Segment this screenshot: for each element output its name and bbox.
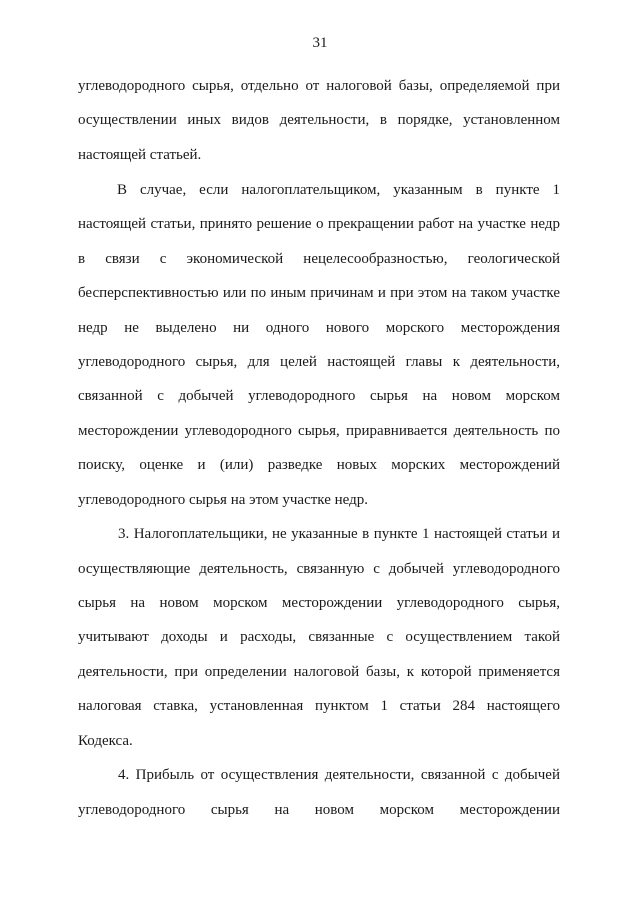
text-line: В случае, если налогоплательщиком, указанным в пункте 1 (117, 182, 560, 198)
text-line: связанной с добычей углеводородного сырья на новом морском (78, 388, 560, 404)
text-line: недр не выделено ни одного нового морского месторождения (78, 320, 560, 336)
text-line: 4. Прибыль от осуществления деятельности, связанной с добычей (118, 767, 560, 783)
text-line: месторождении углеводородного сырья, приравнивается деятельность по (78, 423, 560, 439)
text-line: поиску, оценке и (или) разведке новых морских месторождений (78, 457, 560, 473)
text-line: настоящей статьей. (78, 147, 202, 163)
text-line: Кодекса. (78, 733, 133, 749)
text-line: углеводородного сырья на этом участке недр. (78, 492, 368, 508)
text-line: углеводородного сырья, отдельно от налоговой базы, определяемой при (78, 78, 560, 94)
text-line: сырья на новом морском месторождении углеводородного сырья, (78, 595, 560, 611)
page-number: 31 (312, 35, 328, 51)
text-line: настоящей статьи, принято решение о прекращении работ на участке недр (78, 216, 560, 232)
text-line: налоговая ставка, установленная пунктом 1 статьи 284 настоящего (78, 698, 560, 714)
text-line: 3. Налогоплательщики, не указанные в пункте 1 настоящей статьи и (118, 526, 560, 542)
text-line: осуществляющие деятельность, связанную с добычей углеводородного (78, 561, 560, 577)
text-line: деятельности, при определении налоговой базы, к которой применяется (78, 664, 560, 680)
text-line: в связи с экономической нецелесообразностью, геологической (78, 251, 560, 267)
text-line: углеводородного сырья на новом морском месторождении (78, 802, 560, 818)
text-line: бесперспективностью или по иным причинам и при этом на таком участке (78, 285, 560, 301)
text-line: углеводородного сырья, для целей настоящей главы к деятельности, (78, 354, 560, 370)
text-line: осуществлении иных видов деятельности, в порядке, установленном (78, 112, 560, 128)
text-line: учитывают доходы и расходы, связанные с осуществлением такой (78, 629, 560, 645)
